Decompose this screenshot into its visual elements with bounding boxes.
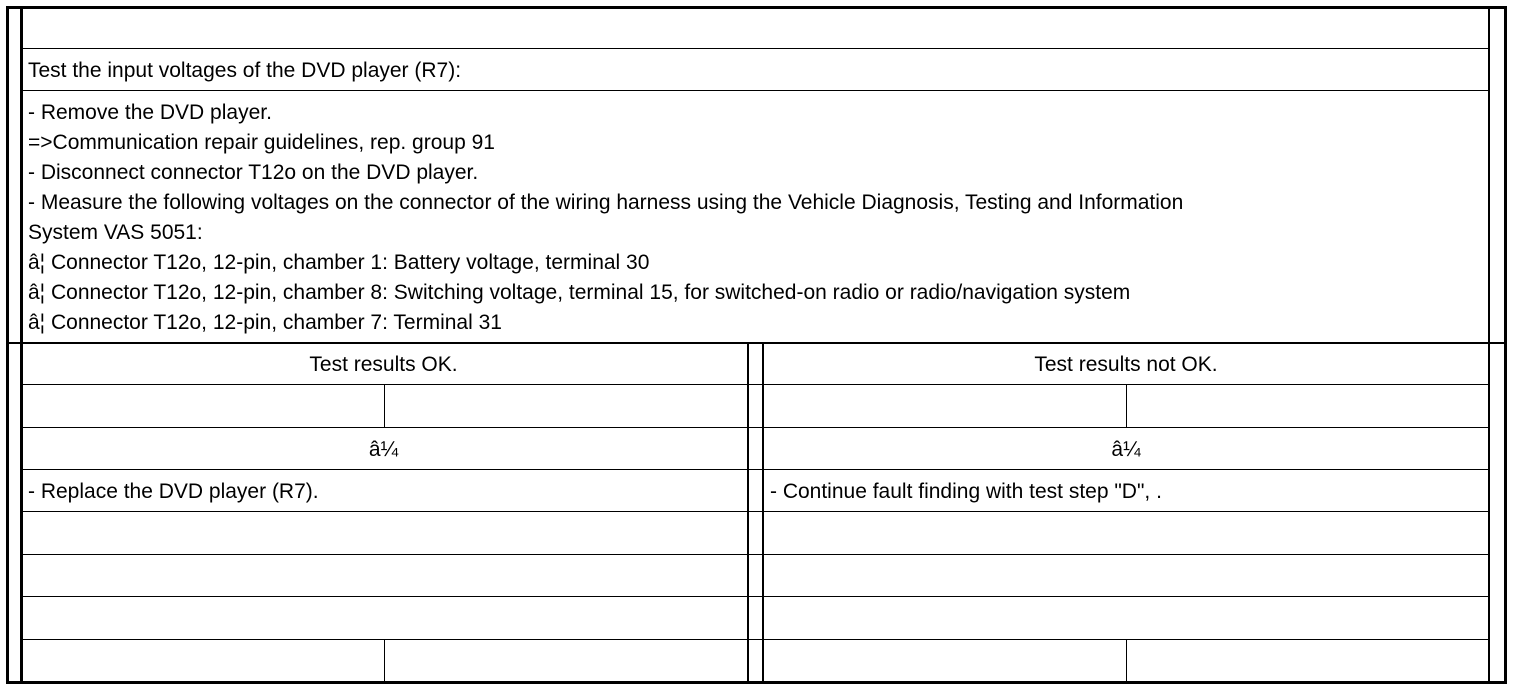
result-ok-action: - Replace the DVD player (R7).: [28, 480, 319, 503]
row-divider-9: [20, 596, 1490, 597]
right-border-outer: [1488, 6, 1490, 684]
procedure-line: - Measure the following voltages on the connector of the wiring harness using the Vehicle Diagnosis, Testing and Information: [28, 191, 1184, 214]
row-divider-5: [20, 427, 1490, 428]
procedure-line: System VAS 5051:: [28, 221, 203, 244]
right-border-inner: [1504, 6, 1507, 684]
result-not-ok-action: - Continue fault finding with test step "D", .: [770, 480, 1162, 503]
notok-subcol-divider-2: [1126, 639, 1127, 682]
result-ok-label: Test results OK.: [309, 353, 458, 376]
row-divider-10: [20, 639, 1490, 640]
step-title: Test the input voltages of the DVD player (R7):: [28, 59, 462, 82]
bottom-border: [6, 681, 1507, 684]
left-border-outer: [6, 6, 9, 684]
center-divider-right: [762, 342, 764, 684]
row-divider-7: [20, 511, 1490, 512]
procedure-line: - Disconnect connector T12o on the DVD player.: [28, 161, 479, 184]
ok-subcol-divider-1: [384, 384, 385, 427]
ok-subcol-divider-2: [384, 639, 385, 682]
result-ok-arrow: â¼: [368, 438, 399, 461]
procedure-line: - Remove the DVD player.: [28, 101, 272, 124]
center-divider-left: [747, 342, 749, 684]
notok-subcol-divider-1: [1126, 384, 1127, 427]
procedure-steps: [28, 98, 1478, 338]
row-divider-4: [20, 384, 1490, 385]
procedure-line: â¦ Connector T12o, 12-pin, chamber 7: Terminal 31: [28, 311, 502, 334]
left-border-inner: [20, 6, 23, 684]
procedure-line: =>Communication repair guidelines, rep. group 91: [28, 131, 495, 154]
row-divider-6: [20, 469, 1490, 470]
result-not-ok-arrow: â¼: [1111, 438, 1141, 461]
row-divider-2: [20, 90, 1490, 91]
row-divider-1: [20, 48, 1490, 49]
result-not-ok-label: Test results not OK.: [1034, 353, 1218, 376]
top-border: [6, 6, 1507, 9]
row-divider-3: [6, 342, 1507, 344]
row-divider-8: [20, 554, 1490, 555]
procedure-line: â¦ Connector T12o, 12-pin, chamber 8: Switching voltage, terminal 15, for switched-on radio or radio/navigation system: [28, 281, 1131, 304]
procedure-line: â¦ Connector T12o, 12-pin, chamber 1: Battery voltage, terminal 30: [28, 251, 650, 274]
